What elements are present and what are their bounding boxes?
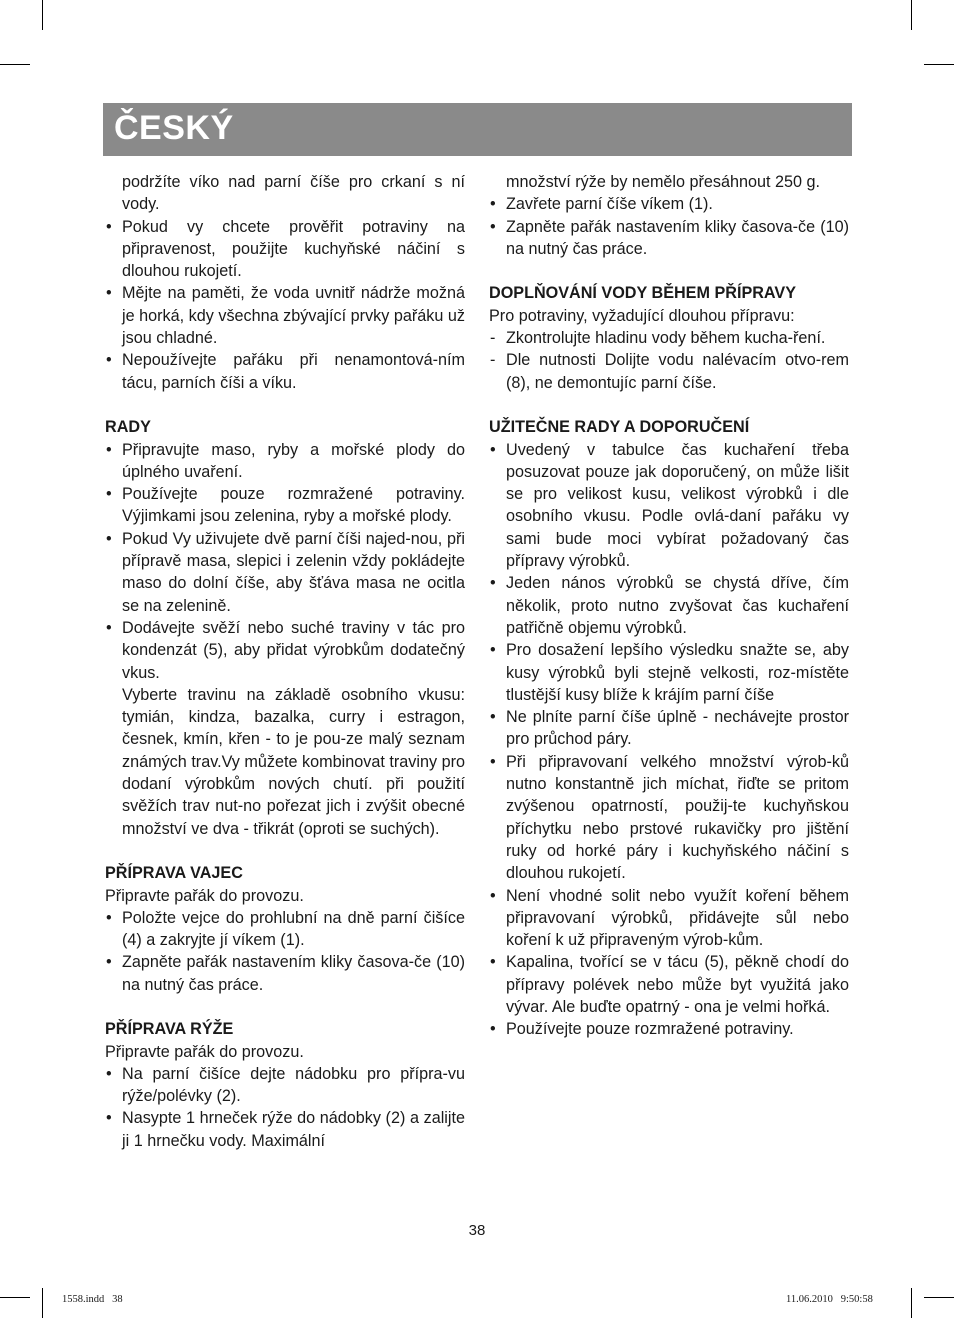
list-item (105, 617, 465, 684)
list-item-text: Kapalina, tvořící se v tácu (5), pěkně chodí do přípravy polévek nebo může byt využitá jako vývar. Ale buďte opatrný - ona je velmi hořká. (506, 953, 849, 1016)
list-item (105, 282, 465, 349)
list-item (105, 1107, 465, 1152)
list-item (489, 951, 849, 1018)
bullet-icon: • (106, 953, 112, 972)
slug-timestamp: 11.06.2010 9:50:58 (786, 1294, 873, 1305)
list-item (105, 528, 465, 617)
paragraph: Pro potraviny, vyžadující dlouhou přípravu: (489, 306, 795, 325)
list-item (105, 439, 465, 484)
list-item (105, 483, 465, 528)
list-item (489, 572, 849, 639)
crop-mark (924, 64, 954, 65)
bullet-icon: • (106, 1064, 112, 1083)
crop-mark (911, 0, 912, 30)
section-heading: UŽITEČNE RADY A DOPORUČENÍ (489, 418, 750, 437)
list-item (105, 216, 465, 283)
section-heading: DOPLŇOVÁNÍ VODY BĚHEM PŘÍPRAVY (489, 284, 797, 303)
list-item-text: Uvedený v tabulce čas kuchaření třeba posuzovat pouze jak doporučený, on může lišit se pro velikost kusu, velikost výrobků i dle osobního vkusu. Podle ovlá-daní pařáku vy sami bude moci vybírat požadovaný čas přípravy výrobků. (506, 440, 849, 571)
bullet-icon: • (106, 1109, 112, 1128)
list-item (105, 1063, 465, 1108)
paragraph: Připravte pařák do provozu. (105, 886, 304, 905)
list-item (489, 706, 849, 751)
slug-file-info: 1558.indd 38 (62, 1294, 123, 1305)
list-item-text: Dle nutnosti Dolijte vodu nalévacím otvo-rem (8), ne demontujíc parní číše. (506, 351, 849, 392)
bullet-icon: • (490, 641, 496, 660)
bullet-icon: • (490, 886, 496, 905)
list-item-text: Jeden nános výrobků se chystá dříve, čím několik, proto nutno zvyšovat čas kuchaření patřičně objemu výrobků. (506, 574, 849, 637)
section-heading: RADY (105, 418, 151, 437)
bullet-icon: • (490, 752, 496, 771)
bullet-icon: • (490, 574, 496, 593)
bullet-icon: • (490, 195, 496, 214)
crop-mark (924, 1297, 954, 1298)
section-heading: PŘÍPRAVA RÝŽE (105, 1020, 234, 1039)
list-item (105, 951, 465, 996)
list-item-text: Při připravovaní velkého množství výrob-ků nutno konstantně jich míchat, řiďte se pritom zvýšenou opatrností, použij-te kuchyňskou příchytku nebo prstové rukavičky pro jištění ruky od horké páry i kuchyňského náčiní s dlouhou rukojetí. (506, 752, 849, 883)
list-item (105, 349, 465, 394)
list-item (489, 216, 849, 261)
list-item-text: Používejte pouze rozmražené potraviny. (506, 1020, 794, 1039)
bullet-icon: • (106, 908, 112, 927)
bullet-icon: • (106, 529, 112, 548)
bullet-icon: • (106, 284, 112, 303)
list-item (489, 327, 849, 349)
paragraph: podržíte víko nad parní číše pro crkaní s ní vody. (122, 173, 465, 214)
left-text-column (105, 171, 465, 1152)
section-heading: PŘÍPRAVA VAJEC (105, 864, 243, 883)
dash-icon: - (490, 329, 496, 348)
list-item-text: Pro dosažení lepšího výsledku snažte se, aby kusy výrobků byli stejně velkosti, roz-místěte tlustější kusy blíže k krájím parní číše (506, 641, 849, 704)
list-item (489, 885, 849, 952)
bullet-icon: • (490, 217, 496, 236)
list-item-text: Položte vejce do prohlubní na dně parní čišíce (4) a zakryjte jí víkem (1). (122, 908, 465, 950)
paragraph: Připravte pařák do provozu. (105, 1042, 304, 1061)
list-item-text: Nepoužívejte pařáku při nenamontová-ním tácu, parních číši a víku. (122, 351, 465, 392)
list-item-text: Zapněte pařák nastavením kliky časova-če (10) na nutný čas práce. (506, 217, 849, 258)
list-item-text: Pokud vy chcete prověřit potraviny na připravenost, použijte kuchyňské náčiní s dlouhou rukojetí. (122, 217, 465, 281)
paragraph: množství rýže by nemělo přesáhnout 250 g. (506, 173, 821, 191)
bullet-icon: • (490, 708, 496, 727)
list-item-text: Nasypte 1 hrneček rýže do nádobky (2) a zalijte ji 1 hrnečku vody. Maximální (122, 1109, 465, 1150)
list-item (105, 907, 465, 952)
list-item-text: Používejte pouze rozmražené potraviny. Výjimkami jsou zelenina, ryby a mořské plody. (122, 485, 465, 526)
list-item-text: Není vhodné solit nebo využít koření během připravovaní výrobků, přidávejte sůl nebo koření k už připraveným výrob-kům. (506, 886, 849, 950)
dash-icon: - (490, 351, 496, 370)
bullet-icon: • (490, 953, 496, 972)
bullet-icon: • (106, 440, 112, 459)
list-item (489, 751, 849, 885)
crop-mark (0, 64, 30, 65)
page-number: 38 (468, 1222, 486, 1239)
list-item-text: Mějte na paměti, že voda uvnitř nádrže možná je horká, kdy všechna zbývající prvky pařáku už jsou chladné. (122, 284, 465, 348)
list-item-text: Na parní čišíce dejte nádobku pro přípra-vu rýže/polévky (2). (122, 1064, 465, 1106)
list-item-text: Pokud Vy uživujete dvě parní číši najed-nou, při přípravě masa, slepici i zelenin vždy pokládejte maso do dolní číše, aby šťáva masa ne ocitla se na zelenině. (122, 529, 465, 615)
right-text-column (489, 171, 849, 1041)
list-item (489, 349, 849, 394)
crop-mark (911, 1288, 912, 1318)
list-item (489, 439, 849, 573)
list-item-text: Ne plníte parní číše úplně - nechávejte prostor pro průchod páry. (506, 708, 849, 749)
list-item (489, 193, 849, 215)
bullet-icon: • (106, 485, 112, 504)
bullet-icon: • (490, 440, 496, 459)
bullet-icon: • (106, 217, 112, 236)
paragraph: Vyberte travinu na základě osobního vkusu: tymián, kindza, bazalka, curry i estragon, česnek, kmín, křen - to je pou-ze malý seznam známých trav.Vy můžete kombinovat traviny pro dodaní výrobkům nových chutí. při použití svěžích trav nut-no pořezat jich i zvýšit obecné množství ve dva - třikrát (oproti se suchých). (122, 685, 465, 838)
list-item-text: Zkontrolujte hladinu vody během kucha-ření. (506, 329, 826, 348)
language-title: ČESKÝ (114, 109, 234, 147)
list-item-text: Zavřete parní číše víkem (1). (506, 195, 713, 214)
list-item-text: Dodávejte svěží nebo suché traviny v tác pro kondenzát (5), aby přidat výrobkům dodatečný vkus. (122, 618, 465, 682)
crop-mark (0, 1297, 30, 1298)
list-item-text: Připravujte maso, ryby a mořské plody do úplného uvaření. (122, 440, 465, 481)
crop-mark (42, 0, 43, 30)
bullet-icon: • (490, 1020, 496, 1039)
list-item (489, 639, 849, 706)
list-item-text: Zapněte pařák nastavením kliky časova-če (10) na nutný čas práce. (122, 953, 465, 994)
list-item (489, 1018, 849, 1040)
crop-mark (42, 1288, 43, 1318)
bullet-icon: • (106, 351, 112, 370)
language-header-bar (103, 103, 852, 156)
bullet-icon: • (106, 618, 112, 637)
